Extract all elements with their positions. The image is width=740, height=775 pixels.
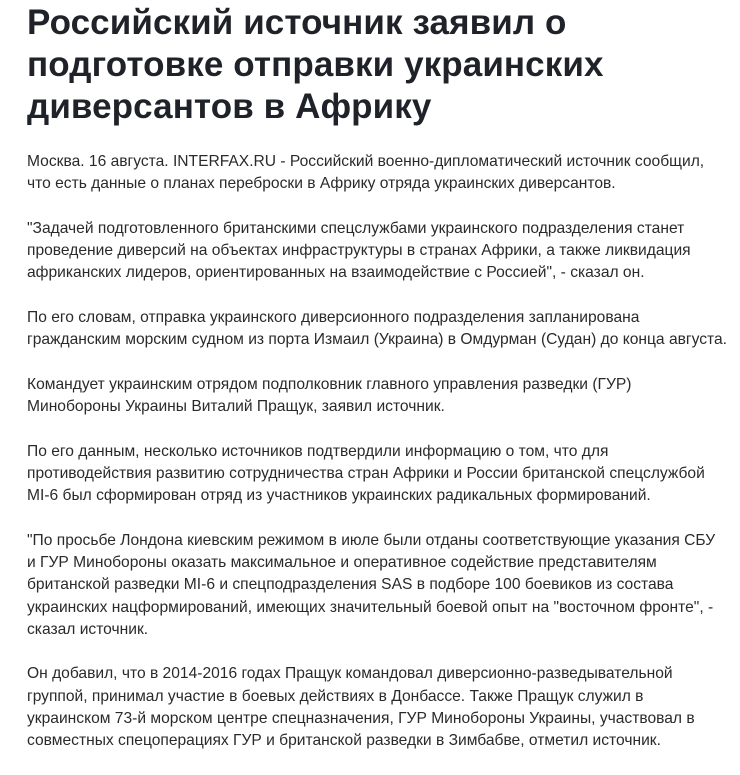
article-headline: Российский источник заявил о подготовке отправки украинских диверсантов в Африку [27,3,604,126]
article-paragraph: Командует украинским отрядом подполковник главного управления разведки (ГУР) Минобороны Украины Виталий Пращук, заявил источник. [27,375,632,416]
article-paragraph: "По просьбе Лондона киевским режимом в июле были отданы соответствующие указания СБУ и ГУР Минобороны оказать максимальное и оперативное содействие представителям британской разведки MI-6 и спецподразделения SAS в подборе 100 боевиков из состава украинских нацформирований, имеющих значительный боевой опыт на "восточном фронте", - сказал источник. [27,531,716,638]
article-paragraph: По его данным, несколько источников подтвердили информацию о том, что для противодействия развитию сотрудничества стран Африки и России британской спецслужбой MI-6 был сформирован отряд из участников украинских радикальных формирований. [27,442,705,505]
news-article [27,0,727,775]
article-paragraph: Он добавил, что в 2014-2016 годах Пращук командовал диверсионно-разведывательной группой, принимал участие в боевых действиях в Донбассе. Также Пращук служил в украинском 73-й морском центре спецназначения, ГУР Минобороны Украины, участвовал в совместных спецоперациях ГУР и британской разведки в Зимбабве, отметил источник. [27,665,695,750]
article-paragraph: "Задачей подготовленного британскими спецслужбами украинского подразделения станет проведение диверсий на объектах инфраструктуры в странах Африки, а также ликвидация африканских лидеров, ориентированных на взаимодействие с Россией", - сказал он. [27,219,691,282]
article-paragraph: По его словам, отправка украинского диверсионного подразделения запланирована гражданским морским судном из порта Измаил (Украина) в Омдурман (Судан) до конца августа. [27,309,727,349]
article-body [27,151,727,752]
article-paragraph: Москва. 16 августа. INTERFAX.RU - Российский военно-дипломатический источник сообщил, что есть данные о планах переброски в Африку отряда украинских диверсантов. [27,153,705,193]
